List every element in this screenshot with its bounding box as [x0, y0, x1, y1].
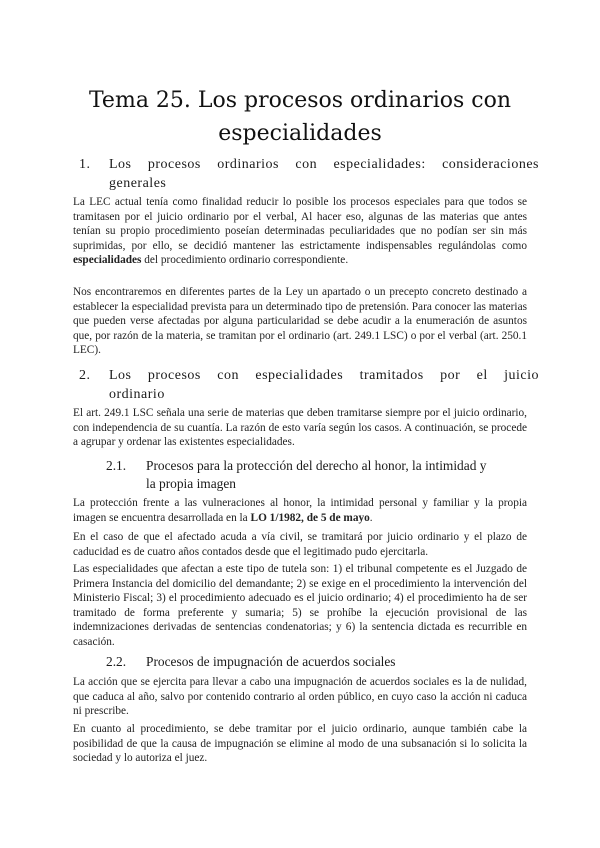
paragraph-7: La acción que se ejercita para llevar a cabo una impugnación de acuerdos sociales es la de nulidad, que caduca al año, salvo por contenido contrario al orden público, en cuyo caso la acción ni caduca ni prescribe. — [73, 676, 527, 718]
bold-term: especialidades — [73, 254, 142, 267]
section-title-line1: Los procesos con especialidades tramitados por el juicio — [109, 368, 539, 383]
section-title-line1: Los procesos ordinarios con especialidades: consideraciones — [109, 157, 539, 172]
subsection-title-line1: Procesos de impugnación de acuerdos sociales — [146, 654, 396, 669]
section-title-line2: generales — [109, 176, 167, 191]
subsection-title-line1: Procesos para la protección del derecho al honor, la intimidad y — [146, 458, 487, 473]
paragraph-4: La protección frente a las vulneraciones al honor, la intimidad personal y familiar y la propia imagen se encuentra desarrollada en la LO 1/1982, de 5 de mayo. — [73, 497, 527, 524]
paragraph-6: Las especialidades que afectan a este tipo de tutela son: 1) el tribunal competente es el Juzgado de Primera Instancia del domicilio del demandante; 2) se exige en el procedimiento la intervención del Ministerio Fiscal; 3) el procedimiento adecuado es el juicio ordinario; 4) el procedimiento ha de ser tramitado de forma preferente y sumaria; 5) se prohíbe la ejecución provisional de las indemnizaciones derivadas de sentencias condenatorias; y 6) la sentencia dictada es recurrible en casación. — [73, 563, 527, 648]
subsection-number: 2.2. — [106, 654, 127, 669]
section-title-line2: ordinario — [109, 387, 165, 402]
paragraph-intro: La LEC actual tenía como finalidad reducir lo posible los procesos especiales para que todos se tramitasen por el juicio ordinario por el verbal, Al hacer eso, algunas de las materias que antes tenían su propio procedimiento poseían determinadas peculiaridades que no podían ser sin más suprimidas, por ello, se decidió mantener las estrictamente indispensables regulándolas como especialidades del procedimiento ordinario correspondiente. — [73, 196, 527, 267]
bold-law-reference: LO 1/1982, de 5 de mayo — [250, 511, 370, 524]
subsection-number: 2.1. — [106, 458, 127, 473]
section-number: 1. — [79, 157, 91, 172]
page-title: Tema 25. Los procesos ordinarios con especialidades — [88, 88, 512, 146]
paragraph-8: En cuanto al procedimiento, se debe tramitar por el juicio ordinario, aunque también cabe la posibilidad de que la causa de impugnación se elimine al modo de una subsanación si lo solicita la sociedad y lo autoriza el juez. — [73, 723, 527, 765]
section-number: 2. — [79, 368, 91, 383]
paragraph-3: El art. 249.1 LSC señala una serie de materias que deben tramitarse siempre por el juicio ordinario, con independencia de su cuantía. La razón de esto varía según los casos. A continuación, se procede a agrupar y ordenar las existentes especialidades. — [73, 407, 527, 449]
paragraph-2: Nos encontraremos en diferentes partes de la Ley un apartado o un precepto concreto destinado a establecer la especialidad prevista para un determinado tipo de pretensión. Para conocer las materias que pueden verse afectadas por alguna particularidad se debe acudir a la enumeración de asuntos que, por razón de la materia, se tramitan por el ordinario (art. 249.1 LSC) o por el verbal (art. 250.1 LEC). — [73, 286, 527, 357]
subsection-title-line2: la propia imagen — [146, 476, 236, 491]
paragraph-5: En el caso de que el afectado acuda a vía civil, se tramitará por juicio ordinario y el plazo de caducidad es de cuatro años contados desde que el legitimado pudo ejercitarla. — [73, 531, 527, 558]
